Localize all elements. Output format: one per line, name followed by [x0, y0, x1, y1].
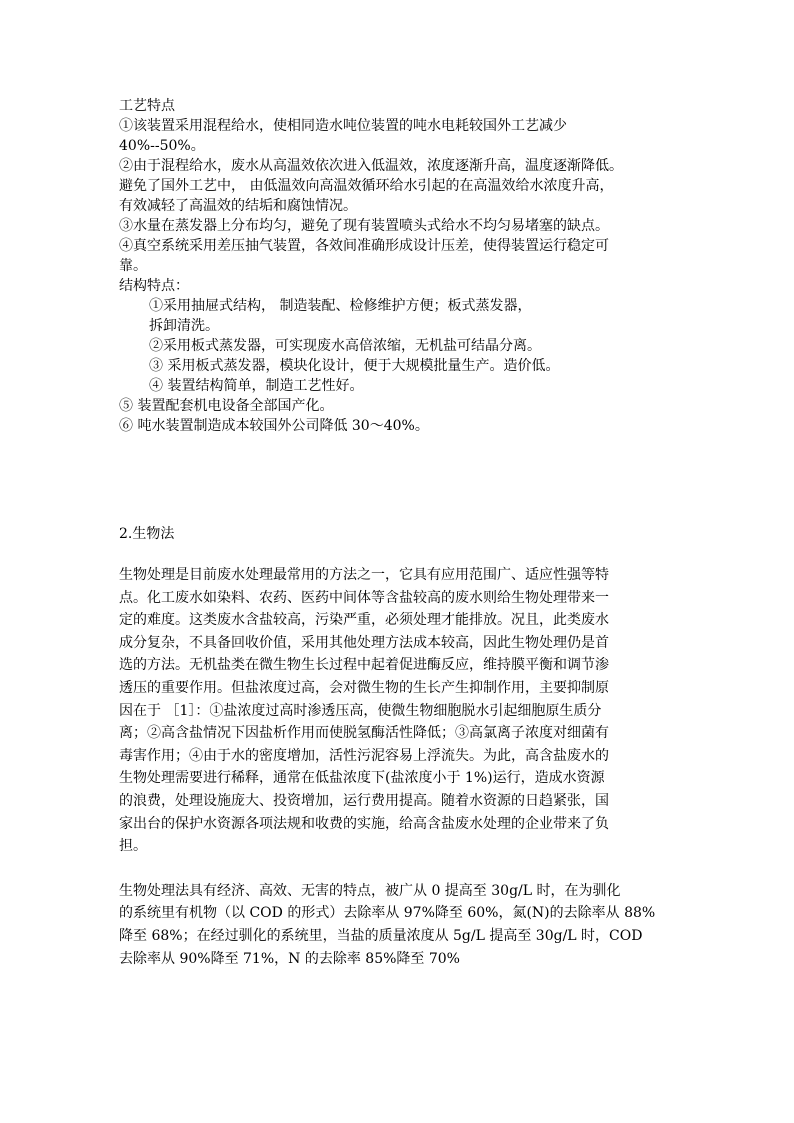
paragraph-line: 点。化工废水如染料、农药、医药中间体等含盐较高的废水则给生物处理带来一 — [119, 589, 609, 606]
paragraph-line: 离；②高含盐情况下因盐析作用而使脱氢酶活性降低；③高氯离子浓度对细菌有 — [119, 725, 609, 742]
section-heading: 2.生物法 — [119, 526, 175, 542]
paragraph-line: 的系统里有机物（以 COD 的形式）去除率从 97%降至 60%，氮(N)的去除率从 88% — [119, 905, 656, 922]
structure-line: ④ 装置结构简单，制造工艺性好。 — [149, 378, 364, 394]
paragraph-line: 生物处理法具有经济、高效、无害的特点，被广从 0 提高至 30g/L 时，在为驯化 — [119, 882, 621, 899]
paragraph-line: 生物处理是目前废水处理最常用的方法之一，它具有应用范围广、适应性强等特 — [119, 567, 609, 583]
tail-line: ⑥ 吨水装置制造成本较国外公司降低 30～40%。 — [119, 418, 429, 434]
spacer — [119, 544, 679, 564]
spacer — [119, 436, 679, 524]
paragraph-line: 的浪费，处理设施庞大、投资增加，运行费用提高。随着水资源的日趋紧张，国 — [119, 792, 609, 809]
paragraph-line: 定的难度。这类废水含盐较高，污染严重，必须处理才能排放。况且，此类废水 — [119, 612, 609, 629]
paragraph-line: 家出台的保护水资源各项法规和收费的实施，给高含盐废水处理的企业带来了负 — [119, 815, 609, 832]
structure-line: ①采用抽屉式结构， 制造装配、检修维护方便；板式蒸发器， — [149, 298, 532, 314]
process-features-list — [119, 116, 679, 276]
structure-features-list — [119, 296, 679, 396]
paragraph-line: 成分复杂，不具备回收价值，采用其他处理方法成本较高，因此生物处理仍是首 — [119, 634, 609, 651]
process-line: ③水量在蒸发器上分布均匀，避免了现有装置喷头式给水不均匀易堵塞的缺点。 — [119, 218, 609, 234]
process-line: 有效减轻了高温效的结垢和腐蚀情况。 — [119, 198, 357, 214]
paragraph-1 — [119, 564, 679, 858]
paragraph-line: 去除率从 90%降至 71%，N 的去除率 85%降至 70% — [119, 950, 460, 967]
document-page — [119, 96, 679, 970]
structure-line: ②采用板式蒸发器，可实现废水高倍浓缩，无机盐可结晶分离。 — [149, 338, 541, 354]
tail-features-list — [119, 396, 679, 436]
paragraph-line: 担。 — [119, 838, 147, 855]
paragraph-line: 生物处理需要进行稀释，通常在低盐浓度下(盐浓度小于 1%)运行，造成水资源 — [119, 770, 605, 787]
spacer — [119, 858, 679, 880]
structure-line: 拆卸清洗。 — [149, 318, 219, 334]
paragraph-2 — [119, 880, 679, 970]
paragraph-line: 降至 68%；在经过驯化的系统里，当盐的质量浓度从 5g/L 提高至 30g/L 时，COD — [119, 927, 643, 944]
structure-features-title: 结构特点： — [119, 278, 189, 294]
tail-line: ⑤ 装置配套机电设备全部国产化。 — [119, 398, 334, 414]
process-line: ①该装置采用混程给水，使相同造水吨位装置的吨水电耗较国外工艺减少 — [119, 118, 567, 134]
process-features-title: 工艺特点 — [119, 98, 175, 114]
structure-line: ③ 采用板式蒸发器，模块化设计，便于大规模批量生产。造价低。 — [149, 358, 560, 374]
paragraph-line: 毒害作用；④由于水的密度增加，活性污泥容易上浮流失。为此，高含盐废水的 — [119, 747, 609, 764]
process-line: ④真空系统采用差压抽气装置，各效间准确形成设计压差，使得装置运行稳定可 — [119, 238, 609, 254]
paragraph-line: 因在于 ［1］：①盐浓度过高时渗透压高，使微生物细胞脱水引起细胞原生质分 — [119, 702, 602, 719]
process-line: 靠。 — [119, 258, 147, 274]
process-line: 避免了国外工艺中， 由低温效向高温效循环给水引起的在高温效给水浓度升高， — [119, 178, 614, 194]
process-line: ②由于混程给水，废水从高温效依次进入低温效，浓度逐渐升高，温度逐渐降低。 — [119, 158, 623, 174]
paragraph-line: 选的方法。无机盐类在微生物生长过程中起着促进酶反应，维持膜平衡和调节渗 — [119, 657, 609, 674]
process-line: 40%--50%。 — [119, 138, 205, 154]
paragraph-line: 透压的重要作用。但盐浓度过高，会对微生物的生长产生抑制作用，主要抑制原 — [119, 679, 609, 696]
